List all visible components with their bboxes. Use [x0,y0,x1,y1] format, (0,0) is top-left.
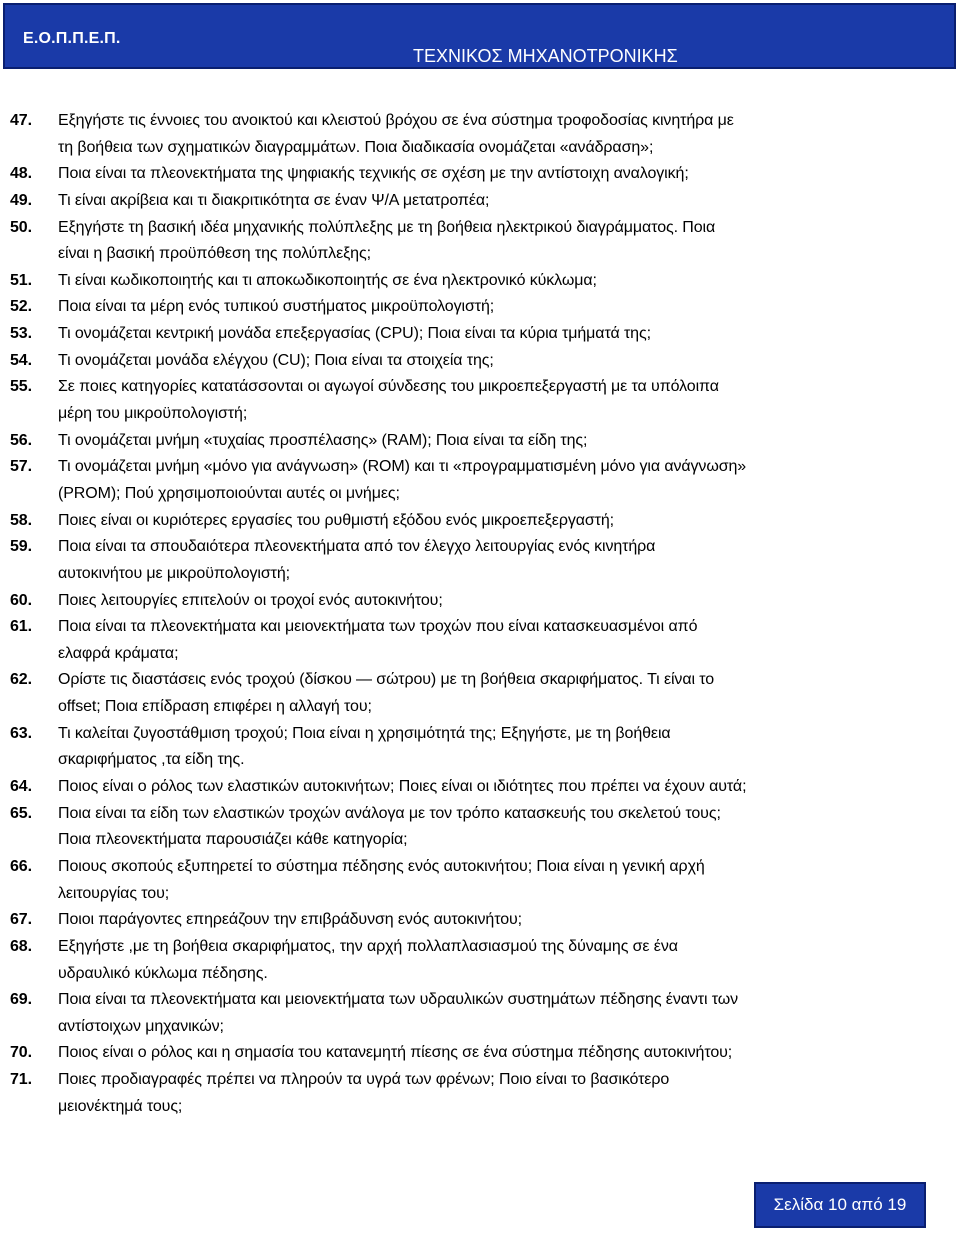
question-line [0,268,960,295]
question-text: Εξηγήστε τη βασική ιδέα μηχανικής πολύπλεξης με τη βοήθεια ηλεκτρικού διαγράμματος. Ποια [58,218,716,236]
question-number: 64. [10,778,32,796]
question-text: Τι ονομάζεται μνήμη «τυχαίας προσπέλασης» (RAM); Ποια είναι τα είδη της; [58,431,588,449]
question-number: 63. [10,724,32,742]
question-line [0,374,960,401]
question-text: υδραυλικό κύκλωμα πέδησης. [58,964,268,982]
question-text: τη βοήθεια των σχηματικών διαγραμμάτων. Ποια διαδικασία ονομάζεται «ανάδραση»; [58,138,654,156]
question-line [0,561,960,588]
question-text: (PROM); Πού χρησιμοποιούνται αυτές οι μνήμες; [58,484,400,502]
question-line [0,987,960,1014]
question-text: Τι είναι ακρίβεια και τι διακριτικότητα σε έναν Ψ/Α μετατροπέα; [58,191,490,209]
question-line [0,161,960,188]
question-text: Ποιος είναι ο ρόλος και η σημασία του κατανεμητή πίεσης σε ένα σύστημα πέδησης αυτοκινήτου; [58,1044,733,1062]
question-line [0,854,960,881]
question-line [0,934,960,961]
question-number: 69. [10,991,32,1009]
question-number: 71. [10,1071,32,1089]
question-number: 53. [10,325,32,343]
question-text: ελαφρά κράματα; [58,644,179,662]
question-list [0,108,960,1120]
question-line [0,428,960,455]
question-line [0,694,960,721]
question-text: Ποια είναι τα πλεονεκτήματα και μειονεκτήματα των υδραυλικών συστημάτων πέδησης έναντι των [58,991,739,1009]
question-number: 65. [10,804,32,822]
question-number: 54. [10,351,32,369]
question-text: λειτουργίας του; [58,884,170,902]
question-text: μειονέκτημά τους; [58,1097,183,1115]
question-line [0,401,960,428]
question-line [0,827,960,854]
question-text: Τι ονομάζεται μονάδα ελέγχου (CU); Ποια είναι τα στοιχεία της; [58,351,494,369]
question-line [0,534,960,561]
page-header [3,3,956,69]
question-line [0,961,960,988]
question-number: 48. [10,165,32,183]
question-number: 51. [10,271,32,289]
question-line [0,188,960,215]
question-number: 60. [10,591,32,609]
question-line [0,454,960,481]
question-line [0,614,960,641]
question-number: 52. [10,298,32,316]
organization-label: Ε.Ο.Π.Π.Ε.Π. [23,30,121,47]
question-text: Τι είναι κωδικοποιητής και τι αποκωδικοποιητής σε ένα ηλεκτρονικό κύκλωμα; [58,271,597,289]
question-text: Ορίστε τις διαστάσεις ενός τροχού (δίσκου — σώτρου) με τη βοήθεια σκαριφήματος. Τι είναι το [58,671,715,689]
question-number: 68. [10,937,32,955]
question-text: Ποια είναι τα πλεονεκτήματα και μειονεκτήματα των τροχών που είναι κατασκευασμένοι από [58,618,698,636]
question-text: Ποιους σκοπούς εξυπηρετεί το σύστημα πέδησης ενός αυτοκινήτου; Ποια είναι η γενική αρχή [58,857,705,875]
question-line [0,774,960,801]
question-line [0,667,960,694]
question-line [0,1014,960,1041]
question-text: Τι ονομάζεται μνήμη «μόνο για ανάγνωση» (ROM) και τι «προγραμματισμένη μόνο για ανάγνωση» [58,458,747,476]
question-line [0,481,960,508]
question-text: είναι η βασική προϋπόθεση της πολύπλεξης; [58,245,371,263]
question-number: 66. [10,857,32,875]
question-text: Εξηγήστε ,με τη βοήθεια σκαριφήματος, την αρχή πολλαπλασιασμού της δύναμης σε ένα [58,937,678,955]
question-number: 56. [10,431,32,449]
question-line [0,801,960,828]
question-text: Εξηγήστε τις έννοιες του ανοικτού και κλειστού βρόχου σε ένα σύστημα τροφοδοσίας κινητήρα με [58,112,734,129]
question-line [0,747,960,774]
question-line [0,721,960,748]
question-line [0,1067,960,1094]
question-number: 57. [10,458,32,476]
question-line [0,508,960,535]
specialty-title: ΤΕΧΝΙΚΟΣ ΜΗΧΑΝΟΤΡΟΝΙΚΗΣ [413,46,678,66]
question-line [0,135,960,162]
question-text: αντίστοιχων μηχανικών; [58,1017,224,1035]
question-number: 62. [10,671,32,689]
question-line [0,215,960,242]
question-text: Ποια είναι τα σπουδαιότερα πλεονεκτήματα από τον έλεγχο λειτουργίας ενός κινητήρα [58,538,656,556]
question-text: Τι καλείται ζυγοστάθμιση τροχού; Ποια είναι η χρησιμότητά της; Εξηγήστε, με τη βοήθεια [58,724,671,742]
question-line [0,294,960,321]
question-text: Ποιες προδιαγραφές πρέπει να πληρούν τα υγρά των φρένων; Ποιο είναι το βασικότερο [58,1071,670,1089]
question-line [0,588,960,615]
question-text: Ποια είναι τα μέρη ενός τυπικού συστήματος μικροϋπολογιστή; [58,298,495,316]
question-text: offset; Ποια επίδραση επιφέρει η αλλαγή του; [58,698,372,716]
question-line [0,907,960,934]
question-number: 61. [10,618,32,636]
question-number: 58. [10,511,32,529]
question-text: Τι ονομάζεται κεντρική μονάδα επεξεργασίας (CPU); Ποια είναι τα κύρια τμήματά της; [58,325,651,343]
question-line [0,1040,960,1067]
question-line [0,1094,960,1121]
question-text: Σε ποιες κατηγορίες κατατάσσονται οι αγωγοί σύνδεσης του μικροεπεξεργαστή με τα υπόλοιπα [58,378,719,396]
question-number: 70. [10,1044,32,1062]
question-line [0,348,960,375]
question-line [0,321,960,348]
question-text: Ποιες είναι οι κυριότερες εργασίες του ρυθμιστή εξόδου ενός μικροεπεξεργαστή; [58,511,615,529]
question-line [0,241,960,268]
question-number: 67. [10,911,32,929]
question-line [0,641,960,668]
question-number: 50. [10,218,32,236]
question-text: Ποια είναι τα είδη των ελαστικών τροχών ανάλογα με τον τρόπο κατασκευής του σκελετού τους; [58,804,721,822]
question-number: 55. [10,378,32,396]
question-text: Ποιοι παράγοντες επηρεάζουν την επιβράδυνση ενός αυτοκινήτου; [58,911,523,929]
question-text: αυτοκινήτου με μικροϋπολογιστή; [58,564,291,582]
question-text: Ποιος είναι ο ρόλος των ελαστικών αυτοκινήτων; Ποιες είναι οι ιδιότητες που πρέπει να έχουν αυτά; [58,778,747,796]
question-line [0,108,960,135]
question-text: Ποια είναι τα πλεονεκτήματα της ψηφιακής τεχνικής σε σχέση με την αντίστοιχη αναλογική; [58,165,689,183]
question-line [0,881,960,908]
question-number: 47. [10,112,32,129]
question-text: σκαριφήματος ,τα είδη της. [58,751,245,769]
question-text: Ποια πλεονεκτήματα παρουσιάζει κάθε κατηγορία; [58,831,408,849]
question-text: Ποιες λειτουργίες επιτελούν οι τροχοί ενός αυτοκινήτου; [58,591,443,609]
page-number: Σελίδα 10 από 19 [754,1182,926,1228]
question-number: 49. [10,191,32,209]
question-number: 59. [10,538,32,556]
question-text: μέρη του μικροϋπολογιστή; [58,405,248,423]
